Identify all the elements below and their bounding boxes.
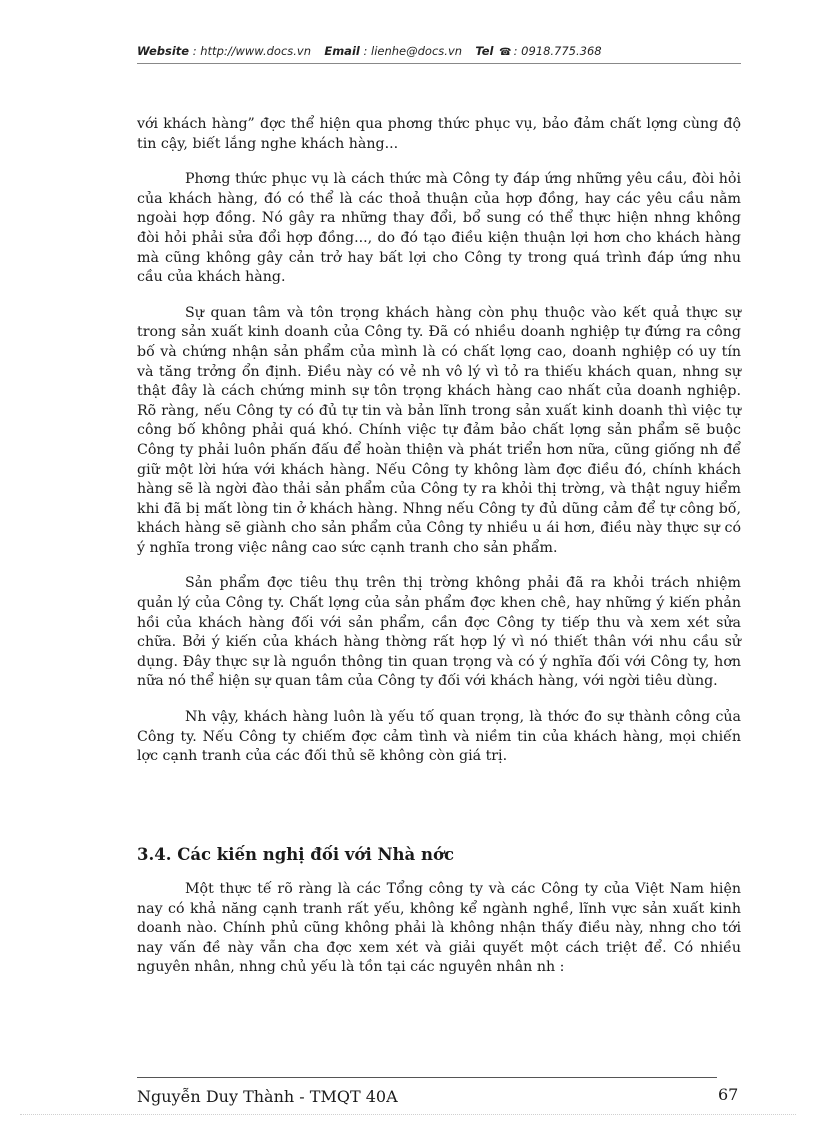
footer-author: Nguyễn Duy Thành - TMQT 40A xyxy=(137,1087,398,1106)
email-label: Email xyxy=(324,44,360,58)
website-label: Website xyxy=(137,44,190,58)
email-address[interactable]: : lienhe@docs.vn xyxy=(363,44,463,58)
section-heading: 3.4. Các kiến nghị đối với Nhà nớc xyxy=(137,845,455,864)
paragraph-1: với khách hàng” đợc thể hiện qua phơng thức phục vụ, bảo đảm chất lợng cùng độ tin cậy, biết lắng nghe khách hàng... xyxy=(137,116,741,152)
phone-icon: ☎ xyxy=(499,47,512,58)
page-header xyxy=(137,44,741,58)
page-number: 67 xyxy=(718,1085,739,1104)
tel-number: : 0918.775.368 xyxy=(513,44,602,58)
paragraph-3: Sự quan tâm và tôn trọng khách hàng còn phụ thuộc vào kết quả thực sự trong sản xuất kinh doanh của Công ty. Đã có nhiều doanh nghiệp tự đứng ra công bố và chứng nhận sản phẩm của mình là có chất lợng cao, doanh nghiệp có uy tín và tăng trởng ổn định. Điều này có vẻ nh vô lý vì tỏ ra thiếu khách quan, nhng sự thật đây là cách chứng minh sự tôn trọng khách hàng cao nhất của doanh nghiệp. Rõ ràng, nếu Công ty có đủ tự tin và bản lĩnh trong sản xuất kinh doanh thì việc tự công bố không phải quá khó. Chính việc tự đảm bảo chất lợng sản phẩm sẽ buộc Công ty phải luôn phấn đấu để hoàn thiện và phát triển hơn nữa, cũng giống nh để giữ một lời hứa với khách hàng. Nếu Công ty không làm đợc điều đó, chính khách hàng sẽ là ngời đào thải sản phẩm của Công ty ra khỏi thị trờng, và thật nguy hiểm khi đã bị mất lòng tin ở khách hàng. Nhng nếu Công ty đủ dũng cảm để tự công bố, khách hàng sẽ giành cho sản phẩm của Công ty nhiều u ái hơn, điều này thực sự có ý nghĩa trong việc nâng cao sức cạnh tranh cho sản phẩm. xyxy=(137,304,741,556)
paragraph-2: Phơng thức phục vụ là cách thức mà Công ty đáp ứng những yêu cầu, đòi hỏi của khách hàng, đó có thể là các thoả thuận của hợp đồng, hay các yêu cầu nằm ngoài hợp đồng. Nó gây ra những thay đổi, bổ sung có thể thực hiện nhng không đòi hỏi phải sửa đổi hợp đồng..., do đó tạo điều kiện thuận lợi hơn cho khách hàng mà cũng không gây cản trở hay bất lợi cho Công ty trong quá trình đáp ứng nhu cầu của khách hàng. xyxy=(137,171,741,286)
body-text xyxy=(137,115,741,783)
section-paragraph: Một thực tế rõ ràng là các Tổng công ty và các Công ty của Việt Nam hiện nay có khả năng cạnh tranh rất yếu, không kể ngành nghề, lĩnh vực sản xuất kinh doanh nào. Chính phủ cũng không phải là không nhận thấy điều này, nhng cho tới nay vấn đề này vẫn cha đợc xem xét và giải quyết một cách triệt để. Có nhiều nguyên nhân, nhng chủ yếu là tồn tại các nguyên nhân nh : xyxy=(137,881,741,976)
header-divider xyxy=(137,63,741,64)
website-url[interactable]: : http://www.docs.vn xyxy=(192,44,312,58)
footer-divider xyxy=(137,1077,717,1078)
section-body xyxy=(137,880,741,978)
page-bottom-border xyxy=(20,1114,796,1115)
paragraph-4: Sản phẩm đợc tiêu thụ trên thị trờng không phải đã ra khỏi trách nhiệm quản lý của Công ty. Chất lợng của sản phẩm đợc khen chê, hay những ý kiến phản hồi của khách hàng đối với sản phẩm, cần đợc Công ty tiếp thu và xem xét sửa chữa. Bởi ý kiến của khách hàng thờng rất hợp lý vì nó thiết thân với nhu cầu sử dụng. Đây thực sự là nguồn thông tin quan trọng và có ý nghĩa đối với Công ty, hơn nữa nó thể hiện sự quan tâm của Công ty đối với khách hàng, với ngời tiêu dùng. xyxy=(137,575,741,690)
tel-label: Tel xyxy=(475,44,494,58)
paragraph-5: Nh vậy, khách hàng luôn là yếu tố quan trọng, là thớc đo sự thành công của Công ty. Nếu Công ty chiếm đợc cảm tình và niềm tin của khách hàng, mọi chiến lợc cạnh tranh của các đối thủ sẽ không còn giá trị. xyxy=(137,709,741,765)
